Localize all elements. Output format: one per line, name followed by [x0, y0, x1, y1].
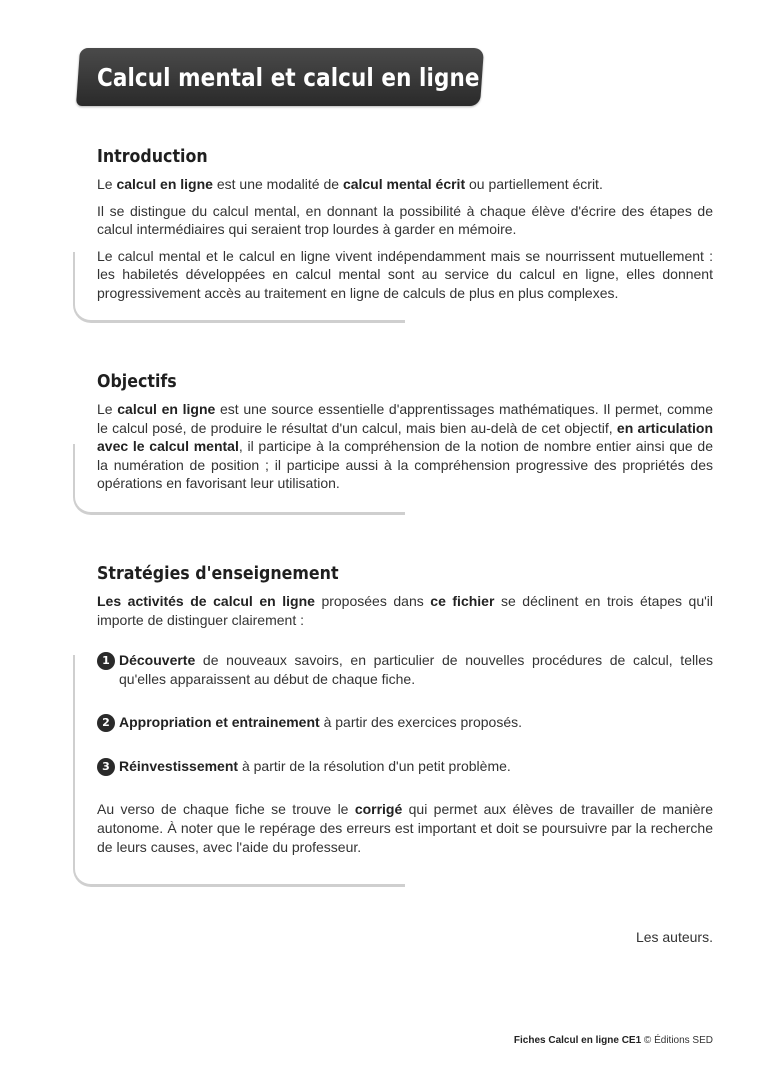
intro-paragraph-1: Le calcul en ligne est une modalité de calcul mental écrit ou partiellement écrit.	[97, 176, 603, 192]
step-text: Appropriation et entrainement à partir des exercices proposés.	[119, 714, 523, 731]
signature: Les auteurs.	[635, 929, 713, 945]
strategies-heading: Stratégies d'enseignement	[97, 563, 339, 584]
intro-section	[97, 143, 713, 303]
step-text: Réinvestissement à partir de la résolution d'un petit problème.	[119, 758, 511, 775]
strategies-closing: Au verso de chaque fiche se trouve le corrigé qui permet aux élèves de travailler de manière autonome. À noter que le repérage des erreurs est important et doit se poursuivre par la recherche de leurs causes, avec l'aide du professeur.	[97, 801, 713, 855]
objectifs-section	[97, 368, 713, 493]
strategies-intro: Les activités de calcul en ligne proposées dans ce fichier se déclinent en trois étapes qu'il importe de distinguer clairement :	[97, 593, 714, 628]
strategy-step-2	[97, 713, 713, 732]
intro-paragraph-3: Le calcul mental et le calcul en ligne vivent indépendamment mais se nourrissent mutuellement : les habiletés développées en calcul mental sont au service du calcul en ligne, elles donnent progressivement accès au traitement en ligne de calculs de plus en plus complexes.	[97, 247, 713, 301]
step-number-badge: 3	[97, 758, 115, 776]
strategies-section	[97, 560, 713, 856]
step-number-badge: 2	[97, 714, 115, 732]
objectifs-paragraph: Le calcul en ligne est une source essentielle d'apprentissages mathématiques. Il permet, comme le calcul posé, de produire le résultat d'un calcul, mais bien au-delà de cet objectif, en articulation avec le calcul mental, il participe à la compréhension de la notion de nombre entier ainsi que de la numération de position ; il participe aussi à la compréhension progressive des propriétés des opérations en favorisant leur utilisation.	[97, 401, 714, 492]
page-title: Calcul mental et calcul en ligne	[97, 63, 480, 92]
strategy-step-1	[97, 651, 713, 688]
step-text: Découverte de nouveaux savoirs, en particulier de nouvelles procédures de calcul, telles qu'elles apparaissent au début de chaque fiche.	[119, 652, 713, 687]
strategy-step-3	[97, 757, 713, 776]
intro-paragraph-2: Il se distingue du calcul mental, en donnant la possibilité à chaque élève d'écrire des étapes de calcul intermédiaires qui seraient trop lourdes à garder en mémoire.	[97, 202, 713, 238]
step-number-badge: 1	[97, 652, 115, 670]
objectifs-heading: Objectifs	[97, 371, 177, 392]
footer-credit: Fiches Calcul en ligne CE1 © Éditions SED	[513, 1035, 713, 1046]
intro-heading: Introduction	[97, 146, 208, 167]
